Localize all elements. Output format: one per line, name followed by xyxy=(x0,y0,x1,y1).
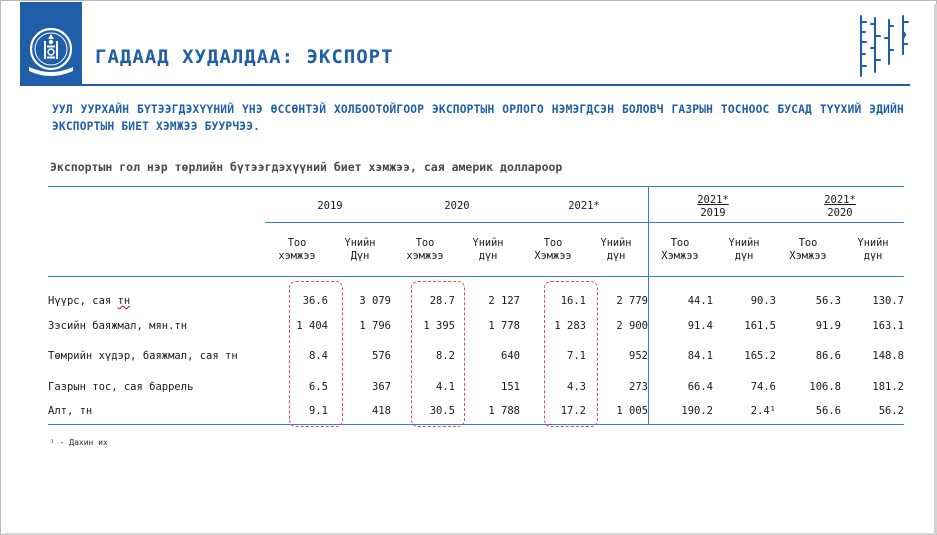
cell: 2.4¹ xyxy=(750,405,776,417)
cell: 1 395 xyxy=(423,320,455,332)
cell: 56.3 xyxy=(815,295,841,307)
cell: 130.7 xyxy=(872,295,904,307)
cell: 165.2 xyxy=(744,350,776,362)
cell: 56.2 xyxy=(878,405,904,417)
ratio-header-1-bottom: 2019 xyxy=(700,207,726,219)
cell: 30.5 xyxy=(429,405,455,417)
cell: 2 900 xyxy=(616,320,648,332)
ratio-header-2-bottom: 2020 xyxy=(827,207,853,219)
row-label: Төмрийн хүдэр, баяжмал, сая тн xyxy=(48,350,238,362)
cell: 17.2 xyxy=(560,405,586,417)
subheader-quantity: Тоо хэмжээ xyxy=(278,237,316,262)
cell: 66.4 xyxy=(687,381,713,393)
cell: 1 404 xyxy=(296,320,328,332)
cell: 91.4 xyxy=(687,320,713,332)
period-header-2019: 2019 xyxy=(317,200,343,212)
cell: 16.1 xyxy=(560,295,586,307)
cell: 161.5 xyxy=(744,320,776,332)
cell: 163.1 xyxy=(872,320,904,332)
mongolian-script-logo xyxy=(853,14,913,80)
cell: 2 127 xyxy=(488,295,520,307)
header-rule xyxy=(20,84,910,86)
subheader-value: Үнийн дүн xyxy=(728,237,760,262)
cell: 1 796 xyxy=(359,320,391,332)
subheader-value: Үнийн дүн xyxy=(600,237,632,262)
cell: 74.6 xyxy=(750,381,776,393)
cell: 148.8 xyxy=(872,350,904,362)
cell: 9.1 xyxy=(309,405,328,417)
cell: 28.7 xyxy=(429,295,455,307)
subheader-value: Үнийн Дүн xyxy=(344,237,376,262)
cell: 181.2 xyxy=(872,381,904,393)
subheader-quantity: Тоо Хэмжээ xyxy=(534,237,572,262)
cell: 8.2 xyxy=(436,350,455,362)
footnote: ¹ - Дахин их xyxy=(50,438,108,447)
cell: 90.3 xyxy=(750,295,776,307)
cell: 106.8 xyxy=(809,381,841,393)
cell: 84.1 xyxy=(687,350,713,362)
cell: 8.4 xyxy=(309,350,328,362)
table-header-rule xyxy=(265,222,904,223)
cell: 576 xyxy=(372,350,391,362)
table-subheader-rule xyxy=(48,276,904,277)
row-label: Зэсийн баяжмал, мян.тн xyxy=(48,320,188,332)
cell: 640 xyxy=(501,350,520,362)
cell: 190.2 xyxy=(681,405,713,417)
cell: 7.1 xyxy=(567,350,586,362)
subheader-value: Үнийн дүн xyxy=(472,237,504,262)
cell: 36.6 xyxy=(302,295,328,307)
cell: 91.9 xyxy=(815,320,841,332)
lead-paragraph: УУЛ УУРХАЙН БҮТЭЭГДЭХҮҮНИЙ ҮНЭ ӨССӨНТЭЙ ХОЛБООТОЙГООР ЭКСПОРТЫН ОРЛОГО НЭМЭГДСЭН БОЛОВЧ ГАЗРЫН ТОСНООС БУСАД ТҮҮХИЙ ЭДИЙН ЭКСПОРТЫН БИЕТ ХЭМЖЭЭ БУУРЧЭЭ. xyxy=(52,103,904,133)
row-label: Нүүрс, сая тн xyxy=(48,295,131,307)
cell: 2 779 xyxy=(616,295,648,307)
cell: 1 005 xyxy=(616,405,648,417)
cell: 367 xyxy=(372,381,391,393)
cell: 6.5 xyxy=(309,381,328,393)
cell: 151 xyxy=(501,381,520,393)
cell: 273 xyxy=(629,381,648,393)
cell: 1 778 xyxy=(488,320,520,332)
cell: 1 283 xyxy=(554,320,586,332)
cell: 4.3 xyxy=(567,381,586,393)
subheader-quantity: Тоо хэмжээ xyxy=(406,237,444,262)
cell: 952 xyxy=(629,350,648,362)
cell: 86.6 xyxy=(815,350,841,362)
cell: 418 xyxy=(372,405,391,417)
page-title: ГАДААД ХУДАЛДАА: ЭКСПОРТ xyxy=(95,46,394,68)
subheader-quantity: Тоо Хэмжээ xyxy=(789,237,827,262)
soyombo-emblem-icon xyxy=(27,27,75,79)
ratio-header-2-top: 2021* xyxy=(824,194,856,206)
cell: 3 079 xyxy=(359,295,391,307)
cell: 56.6 xyxy=(815,405,841,417)
period-header-2021: 2021* xyxy=(568,200,600,212)
subheader-quantity: Тоо Хэмжээ xyxy=(661,237,699,262)
row-label: Газрын тос, сая баррель xyxy=(48,381,194,393)
table-bottom-rule xyxy=(48,424,904,425)
cell: 44.1 xyxy=(687,295,713,307)
period-header-2020: 2020 xyxy=(444,200,470,212)
table-top-rule xyxy=(48,186,904,187)
ratio-header-1-top: 2021* xyxy=(697,194,729,206)
subheader-value: Үнийн дүн xyxy=(857,237,889,262)
cell: 1 788 xyxy=(488,405,520,417)
cell: 4.1 xyxy=(436,381,455,393)
row-label: Алт, тн xyxy=(48,405,93,417)
table-caption: Экспортын гол нэр төрлийн бүтээгдэхүүний биет хэмжээ, сая америк доллароор xyxy=(50,160,563,174)
